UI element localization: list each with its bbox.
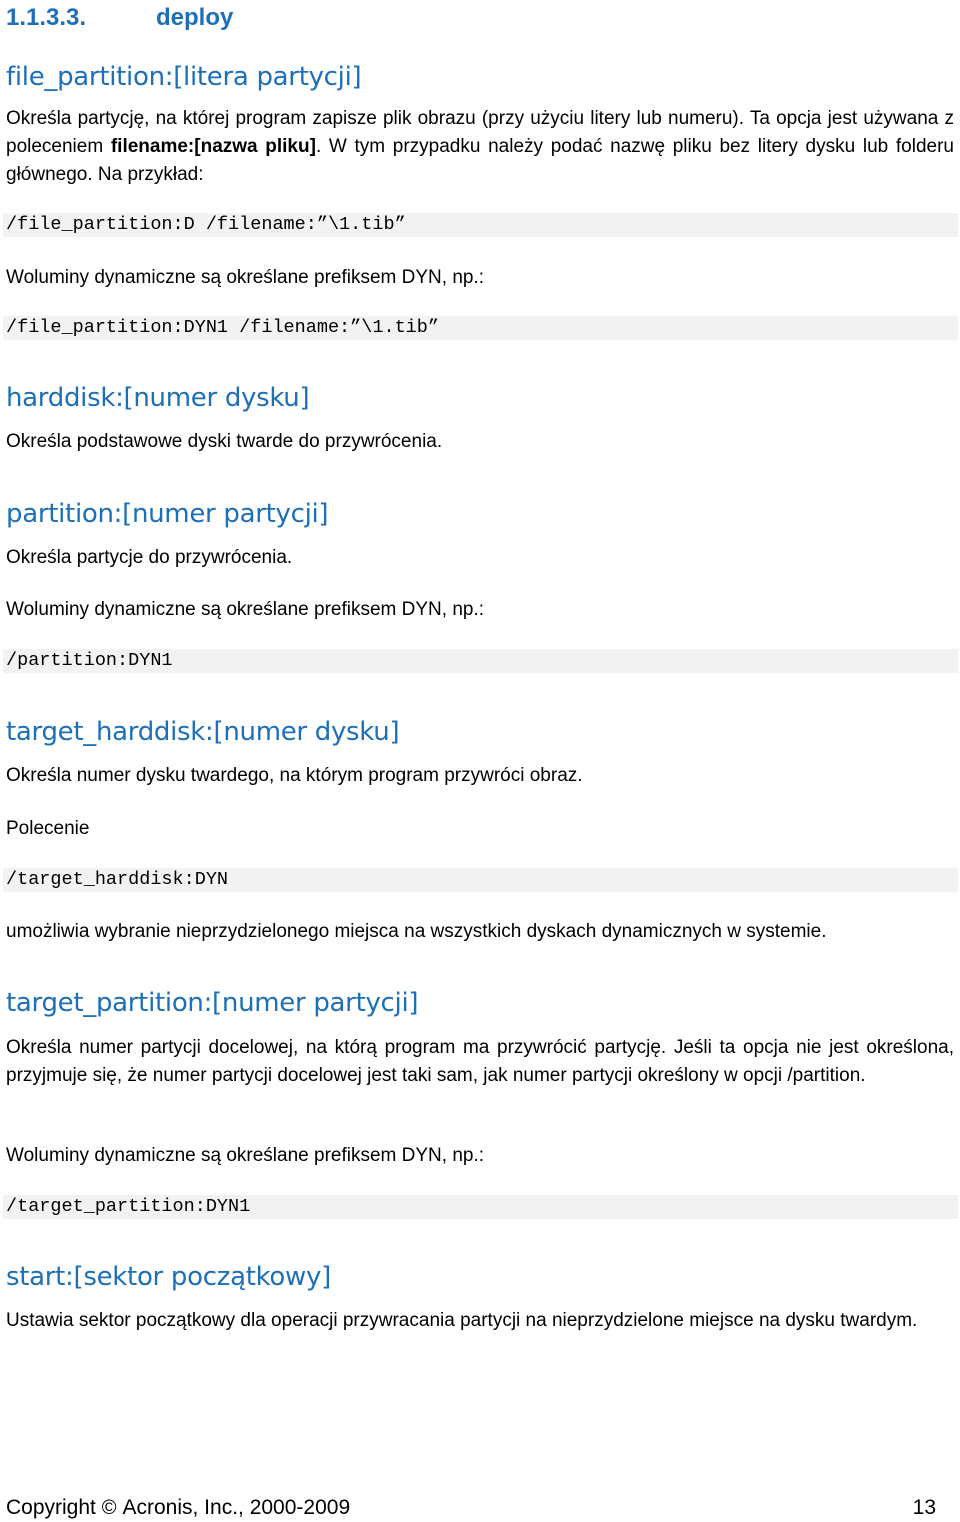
partition-heading: partition:[numer partycji] [6,499,329,529]
target-partition-code-example: /target_partition:DYN1 [3,1195,958,1219]
footer-company: Acronis, Inc., 2000-2009 [122,1496,351,1519]
target-partition-description: Określa numer partycji docelowej, na którą program ma przywrócić partycję. Jeśli ta opcja nie jest określona, przyjmuje się, że numer partycji docelowej jest taki sam, jak numer partycji określony w opcji /partition. [6,1037,954,1086]
file-partition-desc-part2: . W tym przypadku należy podać nazwę pliku bez litery dysku lub folderu głównego. Na przykład: [6,136,954,185]
footer-copyright [6,1494,350,1522]
file-partition-heading: file_partition:[litera partycji] [6,62,362,92]
harddisk-heading: harddisk:[numer dysku] [6,383,310,413]
section-heading [6,3,954,33]
target-harddisk-code-example: /target_harddisk:DYN [3,868,958,892]
file-partition-code-example-1: /file_partition:D /filename:”\1.tib” [3,213,958,237]
file-partition-code-example-2: /file_partition:DYN1 /filename:”\1.tib” [3,316,958,340]
harddisk-description: Określa podstawowe dyski twarde do przywrócenia. [6,431,443,452]
section-title: deploy [156,4,234,31]
target-harddisk-heading: target_harddisk:[numer dysku] [6,717,400,747]
page-number: 13 [912,1496,936,1519]
start-heading: start:[sektor początkowy] [6,1262,331,1292]
partition-dynamic-note: Woluminy dynamiczne są określane prefiksem DYN, np.: [6,599,485,620]
footer-copyright-word: Copyright [6,1496,96,1519]
target-harddisk-after-note: umożliwia wybranie nieprzydzielonego miejsca na wszystkich dyskach dynamicznych w systemie. [6,921,827,942]
file-partition-dynamic-note: Woluminy dynamiczne są określane prefiksem DYN, np.: [6,267,485,288]
partition-code-example: /partition:DYN1 [3,649,958,673]
target-harddisk-description: Określa numer dysku twardego, na którym program przywróci obraz. [6,765,583,786]
file-partition-desc-bold: filename:[nazwa pliku] [110,136,316,157]
page-footer [6,1494,936,1522]
partition-description: Określa partycje do przywrócenia. [6,547,293,568]
file-partition-description [6,105,954,189]
file-partition-desc-part1: Określa partycję, na której program zapisze plik obrazu (przy użyciu litery lub numeru). Ta opcja jest używana z poleceniem [6,108,954,157]
start-description: Ustawia sektor początkowy dla operacji przywracania partycji na nieprzydzielone miejsce na dysku twardym. [6,1310,918,1331]
copyright-icon: © [101,1497,117,1519]
section-number: 1.1.3.3. [6,4,87,31]
target-partition-dynamic-note: Woluminy dynamiczne są określane prefiksem DYN, np.: [6,1145,485,1166]
target-harddisk-polecenie: Polecenie [6,818,90,839]
target-partition-heading: target_partition:[numer partycji] [6,988,419,1018]
